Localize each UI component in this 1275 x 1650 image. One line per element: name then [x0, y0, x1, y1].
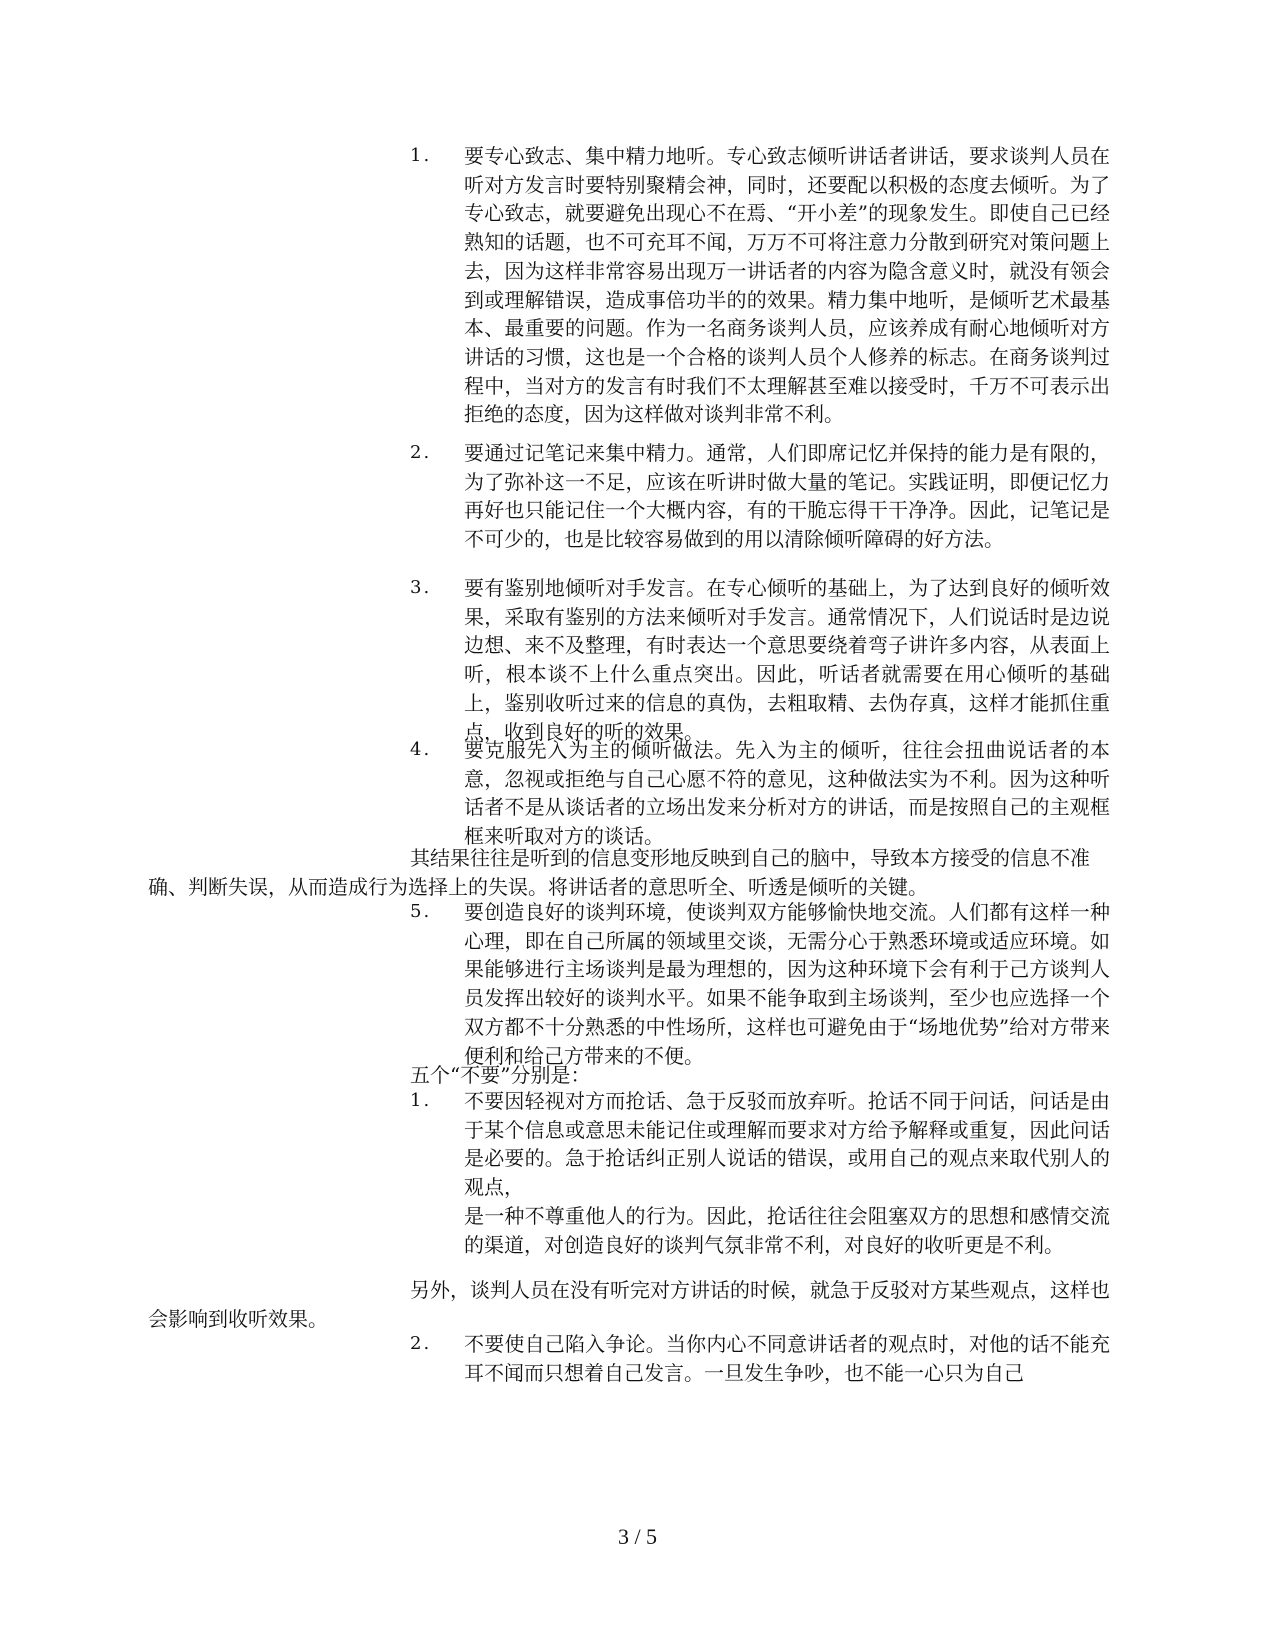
list-text: 不要使自己陷入争论。当你内心不同意讲话者的观点时，对他的话不能充耳不闻而只想着自己发言。一旦发生争吵，也不能一心只为自己	[464, 1332, 1110, 1385]
list-number: 2.	[410, 1333, 432, 1354]
list-number: 1.	[410, 1090, 432, 1111]
list-item-1	[410, 142, 1110, 429]
list-text: 要有鉴别地倾听对手发言。在专心倾听的基础上，为了达到良好的倾听效果，采取有鉴别的方法来倾听对手发言。通常情况下，人们说话时是边说边想、来不及整理，有时表达一个意思要绕着弯子讲许多内容，从表面上听，根本谈不上什么重点突出。因此，听话者就需要在用心倾听的基础上，鉴别收听过来的信息的真伪，去粗取精、去伪存真，这样才能抓住重点，收到良好的听的效果。	[464, 576, 1110, 744]
list-text: 不要因轻视对方而抢话、急于反驳而放弃听。抢话不同于问话，问话是由于某个信息或意思未能记住或理解而要求对方给予解释或重复，因此问话是必要的。急于抢话纠正别人说话的错误，或用自己的观点来取代别人的观点，	[464, 1089, 1110, 1200]
list-item-4	[410, 736, 1110, 851]
dont-item-2	[410, 1330, 1110, 1387]
list-text: 要创造良好的谈判环境，使谈判双方能够愉快地交流。人们都有这样一种心理，即在自己所属的领域里交谈，无需分心于熟悉环境或适应环境。如果能够进行主场谈判是最为理想的，因为这种环境下会有利于己方谈判人员发挥出较好的谈判水平。如果不能争取到主场谈判，至少也应选择一个双方都不十分熟悉的中性场所，这样也可避免由于“场地优势”给对方带来便利和给己方带来的不便。	[464, 900, 1110, 1068]
list-number: 2.	[410, 442, 432, 463]
list-text: 要克服先入为主的倾听做法。先入为主的倾听，往往会扭曲说话者的本意，忽视或拒绝与自己心愿不符的意见，这种做法实为不利。因为这种听话者不是从谈话者的立场出发来分析对方的讲话，而是按照自己的主观框框来听取对方的谈话。	[464, 738, 1110, 849]
list-text: 要通过记笔记来集中精力。通常，人们即席记忆并保持的能力是有限的，为了弥补这一不足，应该在听讲时做大量的笔记。实践证明，即便记忆力再好也只能记住一个大概内容，有的干脆忘得干干净净。因此，记笔记是不可少的，也是比较容易做到的用以清除倾听障碍的好方法。	[464, 441, 1110, 552]
list-item-2	[410, 439, 1110, 554]
paragraph-text: 其结果往往是听到的信息变形地反映到自己的脑中，导致本方接受的信息不准确、判断失误，从而造成行为选择上的失误。将讲话者的意思听全、听透是倾听的关键。	[148, 846, 1090, 899]
list-number: 3.	[410, 577, 432, 598]
section-heading: 五个“不要”分别是：	[410, 1063, 591, 1087]
list-item-3	[410, 574, 1110, 746]
body-paragraph	[148, 1276, 1113, 1333]
body-paragraph	[148, 844, 1113, 901]
list-text: 要专心致志、集中精力地听。专心致志倾听讲话者讲话，要求谈判人员在听对方发言时要特别聚精会神，同时，还要配以积极的态度去倾听。为了专心致志，就要避免出现心不在焉、“开小差”的现象发生。即使自己已经熟知的话题，也不可充耳不闻，万万不可将注意力分散到研究对策问题上去，因为这样非常容易出现万一讲话者的内容为隐含意义时，就没有领会到或理解错误，造成事倍功半的的效果。精力集中地听，是倾听艺术最基本、最重要的问题。作为一名商务谈判人员，应该养成有耐心地倾听对方讲话的习惯，这也是一个合格的谈判人员个人修养的标志。在商务谈判过程中，当对方的发言有时我们不太理解甚至难以接受时，千万不可表示出拒绝的态度，因为这样做对谈判非常不利。	[464, 144, 1110, 427]
paragraph-text: 另外，谈判人员在没有听完对方讲话的时候，就急于反驳对方某些观点，这样也会影响到收听效果。	[148, 1278, 1110, 1331]
page-number: 3 / 5	[617, 1524, 658, 1549]
list-number: 5.	[410, 901, 432, 922]
list-number: 4.	[410, 739, 432, 760]
list-text-continued: 是一种不尊重他人的行为。因此，抢话往往会阻塞双方的思想和感情交流的渠道，对创造良好的谈判气氛非常不利，对良好的收听更是不利。	[464, 1203, 1110, 1257]
dont-item-1	[410, 1087, 1110, 1259]
list-number: 1.	[410, 145, 432, 166]
list-item-5	[410, 898, 1110, 1070]
